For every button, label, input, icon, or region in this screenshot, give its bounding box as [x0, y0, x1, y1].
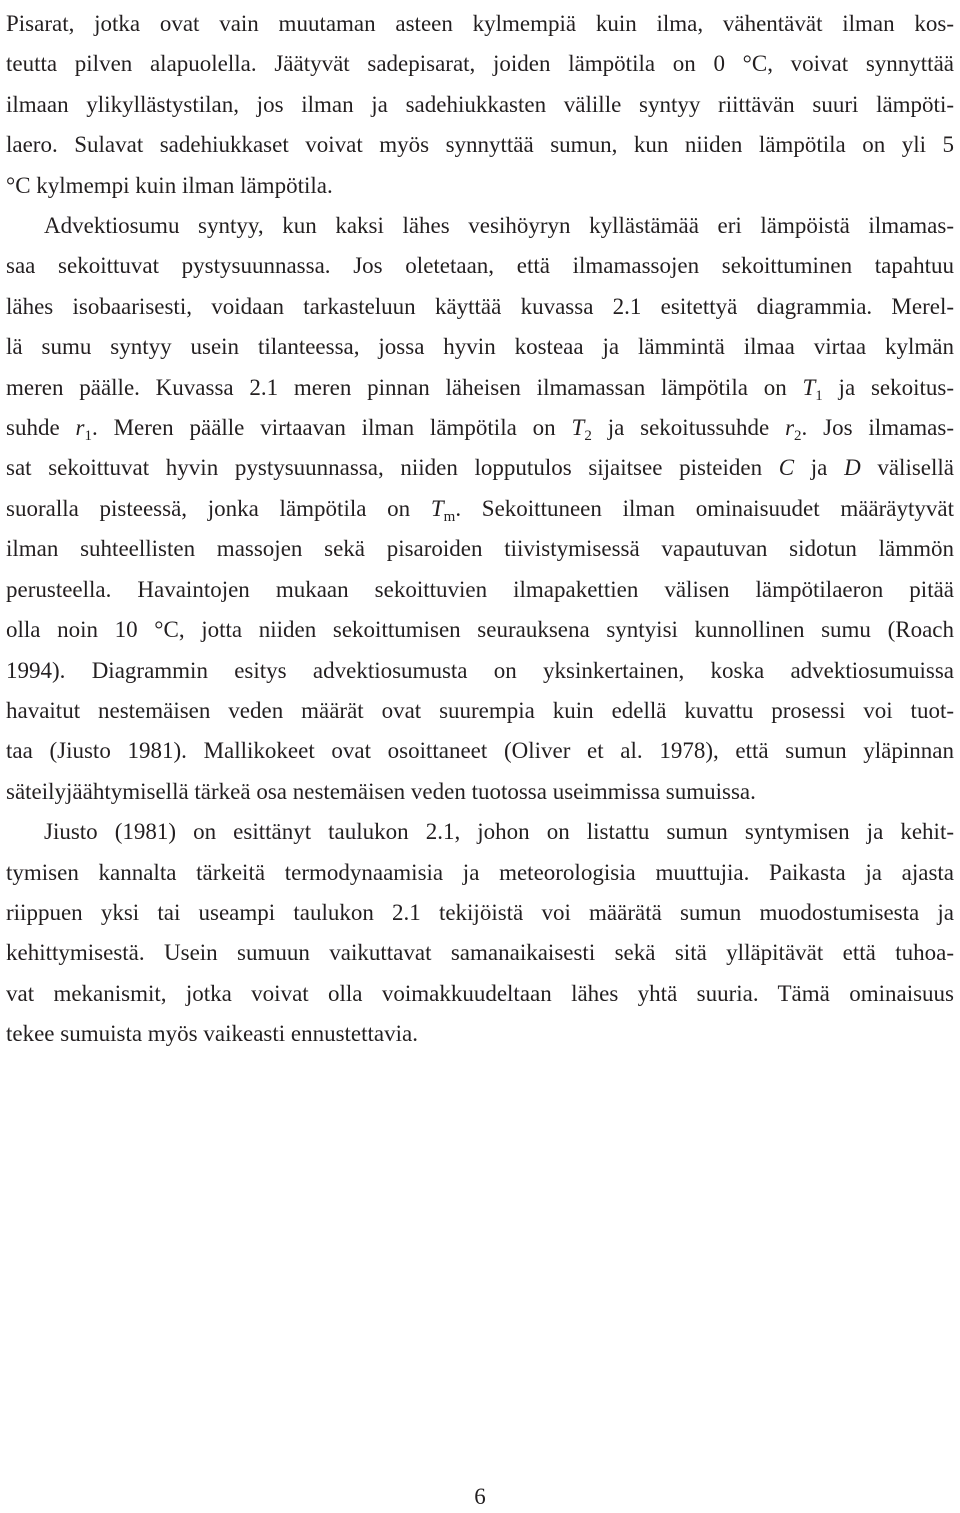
math-symbol: T — [571, 415, 585, 441]
text-run: ja sekoitussuhde — [591, 415, 786, 441]
text-line — [6, 489, 954, 529]
text-line: teutta pilven alapuolella. Jäätyvät sadepisarat, joiden lämpötila on 0 °C, voivat synnyttää — [6, 51, 954, 77]
math-subscript: 1 — [84, 428, 92, 445]
text-line: Jiusto (1981) on esittänyt taulukon 2.1, johon on listattu sumun syntymisen ja kehit- — [44, 819, 954, 845]
text-run: välisellä — [860, 455, 954, 481]
math-variable-tm — [430, 495, 456, 525]
text-line: ilmaan ylikyllästystilan, jos ilman ja sadehiukkasten välille syntyy riittävän suuri lämpöti- — [6, 91, 954, 117]
text-run: ja sekoitus- — [822, 374, 954, 400]
text-run: . Meren päälle virtaavan ilman lämpötila on — [91, 415, 572, 441]
text-run: . Sekoittuneen ilman ominaisuudet määräytyvät — [455, 495, 954, 521]
text-line: ilman suhteellisten massojen sekä pisaroiden tiivistymisessä vapautuvan sidotun lämmön — [6, 536, 954, 562]
text-line: lähes isobaarisesti, voidaan tarkasteluun käyttää kuvassa 2.1 esitettyä diagrammia. Merel- — [6, 293, 954, 319]
text-line: taa (Jiusto 1981). Mallikokeet ovat osoittaneet (Oliver et al. 1978), että sumun yläpinnan — [6, 738, 954, 764]
text-line: °C kylmempi kuin ilman lämpötila. — [6, 172, 333, 198]
text-line — [6, 368, 954, 408]
text-run: meren päälle. Kuvassa 2.1 meren pinnan läheisen ilmamassan lämpötila on — [6, 374, 803, 400]
text-line: laero. Sulavat sadehiukkaset voivat myös synnyttää sumun, kun niiden lämpötila on yli 5 — [6, 132, 954, 158]
text-run: sat sekoittuvat hyvin pystysuunnassa, niiden lopputulos sijaitsee pisteiden — [6, 455, 779, 481]
math-variable-t1 — [802, 374, 823, 404]
text-line — [6, 408, 954, 448]
text-line: 1994). Diagrammin esitys advektiosumusta on yksinkertainen, koska advektiosumuissa — [6, 657, 954, 683]
text-line: saa sekoittuvat pystysuunnassa. Jos oletetaan, että ilmamassojen sekoittuminen tapahtuu — [6, 253, 954, 279]
text-line: lä sumu syntyy usein tilanteessa, jossa hyvin kosteaa ja lämmintä ilmaa virtaa kylmän — [6, 334, 954, 360]
math-variable-t2 — [571, 415, 592, 445]
text-line: vat mekanismit, jotka voivat olla voimakkuudeltaan lähes yhtä suuria. Tämä ominaisuus — [6, 980, 954, 1006]
paragraph-2 — [6, 206, 954, 812]
text-line: Pisarat, jotka ovat vain muutaman asteen kylmempiä kuin ilma, vähentävät ilman kos- — [6, 11, 954, 36]
text-run: suhde — [6, 415, 76, 441]
text-run: . Jos ilmamas- — [801, 415, 954, 441]
page-number: 6 — [474, 1484, 486, 1509]
math-subscript: 1 — [815, 387, 823, 404]
math-subscript: 2 — [794, 428, 802, 445]
text-line: olla noin 10 °C, jotta niiden sekoittumisen seurauksena syntyisi kunnollinen sumu (Roach — [6, 617, 954, 643]
text-line: riippuen yksi tai useampi taulukon 2.1 tekijöistä voi määrätä sumun muodostumisesta ja — [6, 899, 954, 925]
math-subscript: 2 — [584, 428, 592, 445]
math-point-c: C — [778, 455, 795, 481]
math-subscript: m — [443, 508, 456, 525]
text-run: suoralla pisteessä, jonka lämpötila on — [6, 495, 431, 521]
math-variable-r1 — [75, 415, 92, 445]
text-line: perusteella. Havaintojen mukaan sekoittuvien ilmapakettien välisen lämpötilaeron pitää — [6, 576, 954, 602]
math-symbol: T — [802, 374, 816, 400]
math-point-d: D — [844, 455, 861, 481]
math-symbol: T — [430, 495, 444, 521]
text-line — [6, 448, 954, 488]
text-line: kehittymisestä. Usein sumuun vaikuttavat samanaikaisesti sekä sitä ylläpitävät että tuhoa- — [6, 940, 954, 966]
text-line: havaitut nestemäisen veden määrät ovat suurempia kuin edellä kuvattu prosessi voi tuot- — [6, 697, 954, 723]
text-line: säteilyjäähtymisellä tärkeä osa nestemäisen veden tuotossa useimmissa sumuissa. — [6, 778, 756, 804]
math-symbol: r — [785, 415, 795, 441]
paragraph-1 — [6, 4, 954, 206]
text-line: tymisen kannalta tärkeitä termodynaamisia ja meteorologisia muuttujia. Paikasta ja ajasta — [6, 859, 954, 885]
document-page — [6, 4, 954, 1055]
paragraph-3 — [6, 812, 954, 1054]
math-variable-r2 — [785, 415, 802, 445]
math-symbol: r — [75, 415, 85, 441]
text-run: ja — [794, 455, 845, 481]
text-line: tekee sumuista myös vaikeasti ennustettavia. — [6, 1021, 418, 1047]
text-line: Advektiosumu syntyy, kun kaksi lähes vesihöyryn kyllästämää eri lämpöistä ilmamas- — [44, 213, 954, 239]
